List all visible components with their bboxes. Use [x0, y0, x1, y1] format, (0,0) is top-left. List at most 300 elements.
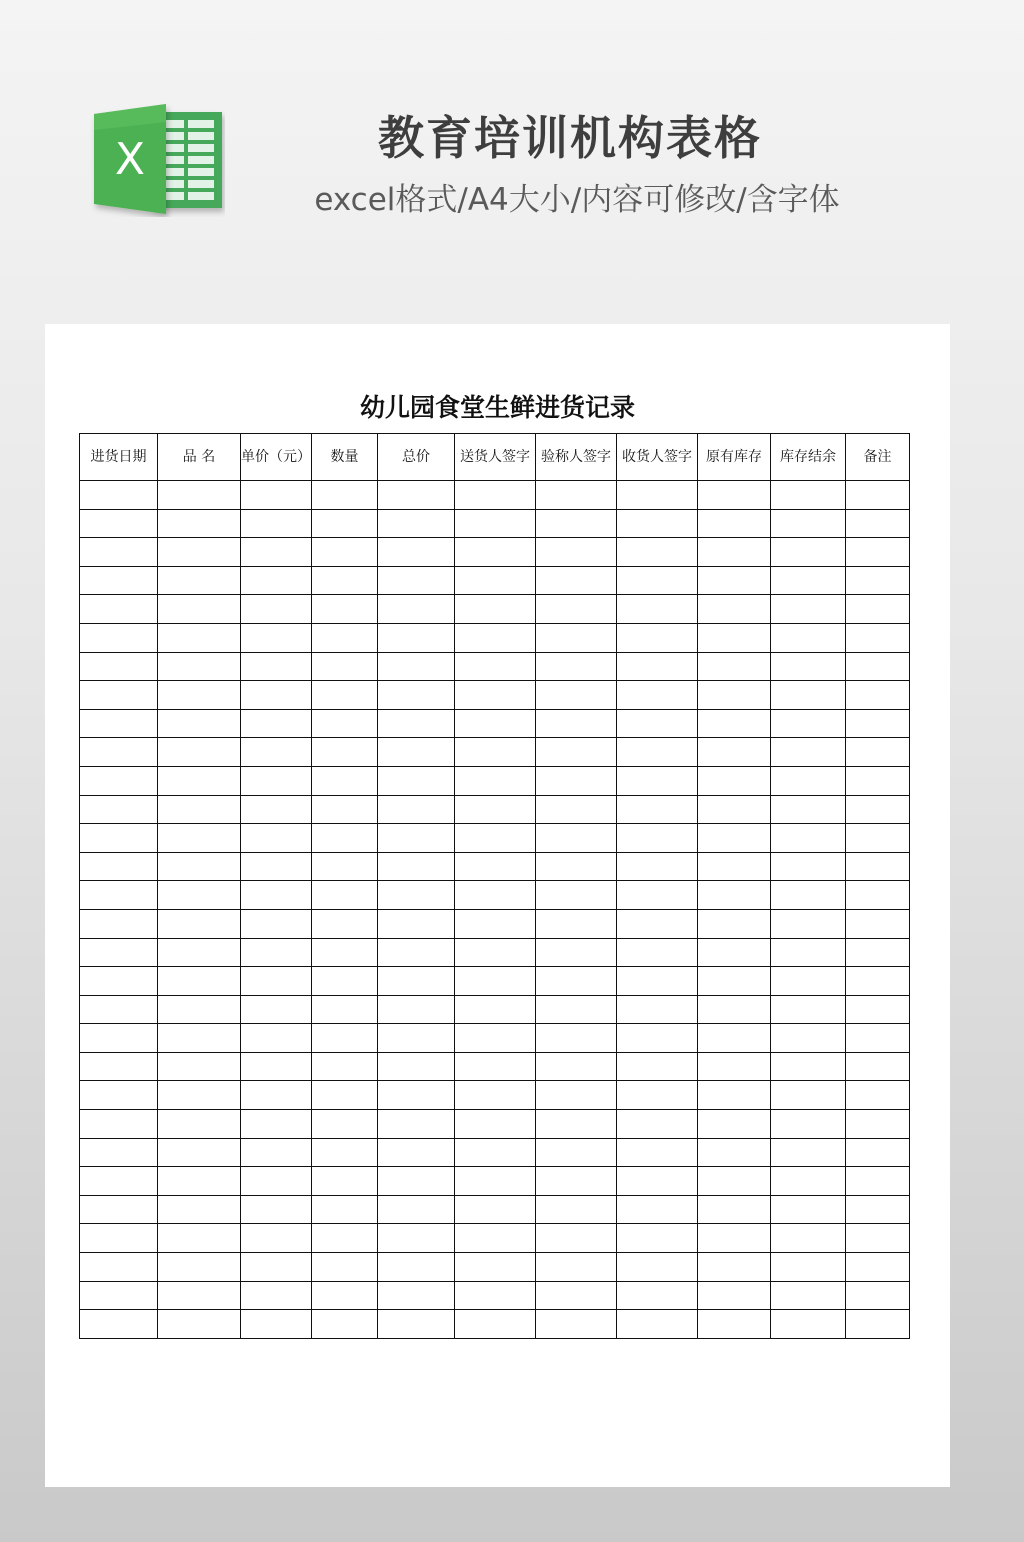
table-cell[interactable]	[378, 595, 455, 624]
table-cell[interactable]	[846, 1253, 910, 1282]
table-cell[interactable]	[241, 509, 312, 538]
table-cell[interactable]	[241, 967, 312, 996]
table-cell[interactable]	[378, 1110, 455, 1139]
table-cell[interactable]	[771, 481, 846, 510]
table-cell[interactable]	[698, 1310, 771, 1339]
table-cell[interactable]	[698, 738, 771, 767]
table-cell[interactable]	[455, 1310, 536, 1339]
table-cell[interactable]	[312, 967, 378, 996]
table-cell[interactable]	[312, 1281, 378, 1310]
table-cell[interactable]	[455, 566, 536, 595]
table-cell[interactable]	[771, 1224, 846, 1253]
table-cell[interactable]	[312, 1052, 378, 1081]
table-cell[interactable]	[536, 852, 617, 881]
table-cell[interactable]	[158, 681, 241, 710]
table-cell[interactable]	[158, 538, 241, 567]
table-cell[interactable]	[312, 481, 378, 510]
table-cell[interactable]	[158, 1024, 241, 1053]
table-cell[interactable]	[536, 1167, 617, 1196]
table-cell[interactable]	[80, 1310, 158, 1339]
table-cell[interactable]	[698, 481, 771, 510]
table-cell[interactable]	[378, 1224, 455, 1253]
table-cell[interactable]	[771, 995, 846, 1024]
table-cell[interactable]	[846, 538, 910, 567]
table-cell[interactable]	[617, 881, 698, 910]
table-cell[interactable]	[312, 1224, 378, 1253]
table-cell[interactable]	[846, 852, 910, 881]
table-cell[interactable]	[158, 881, 241, 910]
table-cell[interactable]	[80, 481, 158, 510]
table-cell[interactable]	[455, 1253, 536, 1282]
table-cell[interactable]	[241, 1024, 312, 1053]
table-cell[interactable]	[378, 1167, 455, 1196]
table-cell[interactable]	[158, 1081, 241, 1110]
table-cell[interactable]	[378, 538, 455, 567]
table-cell[interactable]	[378, 1024, 455, 1053]
table-cell[interactable]	[80, 967, 158, 996]
table-cell[interactable]	[80, 1195, 158, 1224]
table-cell[interactable]	[846, 681, 910, 710]
table-cell[interactable]	[536, 1052, 617, 1081]
table-cell[interactable]	[771, 681, 846, 710]
table-cell[interactable]	[241, 1195, 312, 1224]
table-cell[interactable]	[617, 1024, 698, 1053]
table-cell[interactable]	[80, 881, 158, 910]
table-cell[interactable]	[378, 967, 455, 996]
table-cell[interactable]	[378, 766, 455, 795]
table-cell[interactable]	[80, 795, 158, 824]
table-cell[interactable]	[312, 852, 378, 881]
table-cell[interactable]	[846, 995, 910, 1024]
table-cell[interactable]	[536, 1281, 617, 1310]
table-cell[interactable]	[312, 652, 378, 681]
table-cell[interactable]	[378, 909, 455, 938]
table-cell[interactable]	[617, 709, 698, 738]
table-cell[interactable]	[241, 766, 312, 795]
table-cell[interactable]	[241, 1253, 312, 1282]
table-cell[interactable]	[158, 738, 241, 767]
table-cell[interactable]	[698, 795, 771, 824]
table-cell[interactable]	[312, 1081, 378, 1110]
table-cell[interactable]	[698, 681, 771, 710]
table-cell[interactable]	[536, 623, 617, 652]
table-cell[interactable]	[80, 1167, 158, 1196]
table-cell[interactable]	[698, 1224, 771, 1253]
table-cell[interactable]	[846, 1224, 910, 1253]
table-cell[interactable]	[378, 738, 455, 767]
table-cell[interactable]	[771, 623, 846, 652]
table-cell[interactable]	[455, 652, 536, 681]
table-cell[interactable]	[698, 1110, 771, 1139]
table-cell[interactable]	[846, 1138, 910, 1167]
table-cell[interactable]	[241, 795, 312, 824]
table-cell[interactable]	[771, 1310, 846, 1339]
table-cell[interactable]	[846, 1110, 910, 1139]
table-cell[interactable]	[241, 1224, 312, 1253]
table-cell[interactable]	[771, 824, 846, 853]
table-cell[interactable]	[378, 1310, 455, 1339]
table-cell[interactable]	[378, 509, 455, 538]
table-cell[interactable]	[455, 938, 536, 967]
table-cell[interactable]	[312, 709, 378, 738]
table-cell[interactable]	[241, 1081, 312, 1110]
table-cell[interactable]	[698, 566, 771, 595]
table-cell[interactable]	[158, 938, 241, 967]
table-cell[interactable]	[455, 995, 536, 1024]
table-cell[interactable]	[455, 1081, 536, 1110]
table-cell[interactable]	[80, 1024, 158, 1053]
table-cell[interactable]	[846, 881, 910, 910]
table-cell[interactable]	[241, 652, 312, 681]
table-cell[interactable]	[378, 1081, 455, 1110]
table-cell[interactable]	[455, 623, 536, 652]
table-cell[interactable]	[536, 1253, 617, 1282]
table-cell[interactable]	[617, 795, 698, 824]
table-cell[interactable]	[378, 852, 455, 881]
table-cell[interactable]	[312, 1138, 378, 1167]
table-cell[interactable]	[378, 881, 455, 910]
table-cell[interactable]	[455, 967, 536, 996]
table-cell[interactable]	[455, 1195, 536, 1224]
table-cell[interactable]	[698, 1195, 771, 1224]
table-cell[interactable]	[846, 481, 910, 510]
table-cell[interactable]	[455, 795, 536, 824]
table-cell[interactable]	[455, 1024, 536, 1053]
table-cell[interactable]	[698, 766, 771, 795]
table-cell[interactable]	[158, 566, 241, 595]
table-cell[interactable]	[455, 909, 536, 938]
table-cell[interactable]	[241, 1052, 312, 1081]
table-cell[interactable]	[241, 1281, 312, 1310]
table-cell[interactable]	[80, 1253, 158, 1282]
table-cell[interactable]	[771, 1167, 846, 1196]
table-cell[interactable]	[698, 538, 771, 567]
table-cell[interactable]	[698, 623, 771, 652]
table-cell[interactable]	[846, 566, 910, 595]
table-cell[interactable]	[617, 623, 698, 652]
table-cell[interactable]	[158, 1138, 241, 1167]
table-cell[interactable]	[536, 709, 617, 738]
table-cell[interactable]	[536, 938, 617, 967]
table-cell[interactable]	[158, 652, 241, 681]
table-cell[interactable]	[80, 1081, 158, 1110]
table-cell[interactable]	[771, 1110, 846, 1139]
table-cell[interactable]	[241, 738, 312, 767]
table-cell[interactable]	[617, 1081, 698, 1110]
table-cell[interactable]	[312, 824, 378, 853]
table-cell[interactable]	[846, 909, 910, 938]
table-cell[interactable]	[241, 1310, 312, 1339]
table-cell[interactable]	[312, 1253, 378, 1282]
table-cell[interactable]	[158, 766, 241, 795]
table-cell[interactable]	[241, 938, 312, 967]
table-cell[interactable]	[617, 1281, 698, 1310]
table-cell[interactable]	[241, 481, 312, 510]
table-cell[interactable]	[455, 738, 536, 767]
table-cell[interactable]	[536, 1310, 617, 1339]
table-cell[interactable]	[241, 1167, 312, 1196]
table-cell[interactable]	[80, 709, 158, 738]
table-cell[interactable]	[312, 909, 378, 938]
table-cell[interactable]	[536, 1138, 617, 1167]
table-cell[interactable]	[846, 1195, 910, 1224]
table-cell[interactable]	[536, 795, 617, 824]
table-cell[interactable]	[241, 566, 312, 595]
table-cell[interactable]	[698, 1167, 771, 1196]
table-cell[interactable]	[698, 1138, 771, 1167]
table-cell[interactable]	[846, 795, 910, 824]
table-cell[interactable]	[158, 509, 241, 538]
table-cell[interactable]	[617, 652, 698, 681]
table-cell[interactable]	[771, 652, 846, 681]
table-cell[interactable]	[312, 738, 378, 767]
table-cell[interactable]	[80, 509, 158, 538]
table-cell[interactable]	[771, 738, 846, 767]
table-cell[interactable]	[771, 909, 846, 938]
table-cell[interactable]	[80, 1052, 158, 1081]
table-cell[interactable]	[846, 595, 910, 624]
table-cell[interactable]	[312, 795, 378, 824]
table-cell[interactable]	[158, 1281, 241, 1310]
table-cell[interactable]	[80, 652, 158, 681]
table-cell[interactable]	[158, 1195, 241, 1224]
table-cell[interactable]	[771, 538, 846, 567]
table-cell[interactable]	[617, 995, 698, 1024]
table-cell[interactable]	[617, 909, 698, 938]
table-cell[interactable]	[771, 938, 846, 967]
table-cell[interactable]	[617, 824, 698, 853]
table-cell[interactable]	[536, 1081, 617, 1110]
table-cell[interactable]	[617, 595, 698, 624]
table-cell[interactable]	[846, 1081, 910, 1110]
table-cell[interactable]	[617, 1310, 698, 1339]
table-cell[interactable]	[312, 766, 378, 795]
table-cell[interactable]	[378, 481, 455, 510]
table-cell[interactable]	[312, 881, 378, 910]
table-cell[interactable]	[455, 1052, 536, 1081]
table-cell[interactable]	[771, 795, 846, 824]
table-cell[interactable]	[378, 938, 455, 967]
table-cell[interactable]	[771, 1281, 846, 1310]
table-cell[interactable]	[846, 1310, 910, 1339]
table-cell[interactable]	[158, 1224, 241, 1253]
table-cell[interactable]	[771, 1081, 846, 1110]
table-cell[interactable]	[536, 1024, 617, 1053]
table-cell[interactable]	[846, 824, 910, 853]
table-cell[interactable]	[617, 1253, 698, 1282]
table-cell[interactable]	[455, 481, 536, 510]
table-cell[interactable]	[536, 566, 617, 595]
table-cell[interactable]	[771, 1052, 846, 1081]
table-cell[interactable]	[158, 967, 241, 996]
table-cell[interactable]	[617, 566, 698, 595]
table-cell[interactable]	[241, 623, 312, 652]
table-cell[interactable]	[771, 709, 846, 738]
table-cell[interactable]	[455, 1167, 536, 1196]
table-cell[interactable]	[80, 766, 158, 795]
table-cell[interactable]	[698, 1281, 771, 1310]
table-cell[interactable]	[80, 681, 158, 710]
table-cell[interactable]	[698, 824, 771, 853]
table-cell[interactable]	[378, 1138, 455, 1167]
table-cell[interactable]	[617, 967, 698, 996]
table-cell[interactable]	[771, 509, 846, 538]
table-cell[interactable]	[698, 1081, 771, 1110]
table-cell[interactable]	[536, 595, 617, 624]
table-cell[interactable]	[241, 824, 312, 853]
table-cell[interactable]	[536, 824, 617, 853]
table-cell[interactable]	[771, 1024, 846, 1053]
table-cell[interactable]	[241, 881, 312, 910]
table-cell[interactable]	[455, 881, 536, 910]
table-cell[interactable]	[241, 538, 312, 567]
table-cell[interactable]	[158, 481, 241, 510]
table-cell[interactable]	[536, 538, 617, 567]
table-cell[interactable]	[80, 995, 158, 1024]
table-cell[interactable]	[846, 766, 910, 795]
table-cell[interactable]	[698, 709, 771, 738]
table-cell[interactable]	[846, 738, 910, 767]
table-cell[interactable]	[241, 1138, 312, 1167]
table-cell[interactable]	[846, 938, 910, 967]
table-cell[interactable]	[455, 538, 536, 567]
table-cell[interactable]	[455, 681, 536, 710]
table-cell[interactable]	[771, 595, 846, 624]
table-cell[interactable]	[312, 1195, 378, 1224]
table-cell[interactable]	[241, 709, 312, 738]
table-cell[interactable]	[698, 595, 771, 624]
table-cell[interactable]	[846, 623, 910, 652]
table-cell[interactable]	[158, 824, 241, 853]
table-cell[interactable]	[80, 938, 158, 967]
table-cell[interactable]	[312, 595, 378, 624]
table-cell[interactable]	[846, 509, 910, 538]
table-cell[interactable]	[158, 909, 241, 938]
table-cell[interactable]	[536, 766, 617, 795]
table-cell[interactable]	[80, 538, 158, 567]
table-cell[interactable]	[312, 938, 378, 967]
table-cell[interactable]	[846, 709, 910, 738]
table-cell[interactable]	[536, 652, 617, 681]
table-cell[interactable]	[455, 766, 536, 795]
table-cell[interactable]	[846, 1167, 910, 1196]
table-cell[interactable]	[378, 1281, 455, 1310]
table-cell[interactable]	[80, 1224, 158, 1253]
table-cell[interactable]	[617, 509, 698, 538]
table-cell[interactable]	[80, 623, 158, 652]
table-cell[interactable]	[455, 509, 536, 538]
table-cell[interactable]	[617, 1224, 698, 1253]
table-cell[interactable]	[536, 1110, 617, 1139]
table-cell[interactable]	[455, 1138, 536, 1167]
table-cell[interactable]	[771, 881, 846, 910]
table-cell[interactable]	[378, 1195, 455, 1224]
table-cell[interactable]	[698, 1024, 771, 1053]
table-cell[interactable]	[698, 852, 771, 881]
table-cell[interactable]	[617, 681, 698, 710]
table-cell[interactable]	[158, 1110, 241, 1139]
table-cell[interactable]	[158, 1167, 241, 1196]
table-cell[interactable]	[536, 1195, 617, 1224]
table-cell[interactable]	[80, 909, 158, 938]
table-cell[interactable]	[617, 1052, 698, 1081]
table-cell[interactable]	[455, 1281, 536, 1310]
table-cell[interactable]	[536, 509, 617, 538]
table-cell[interactable]	[846, 1052, 910, 1081]
table-cell[interactable]	[536, 1224, 617, 1253]
table-cell[interactable]	[771, 566, 846, 595]
table-cell[interactable]	[312, 1024, 378, 1053]
table-cell[interactable]	[698, 1253, 771, 1282]
table-cell[interactable]	[241, 681, 312, 710]
table-cell[interactable]	[158, 852, 241, 881]
table-cell[interactable]	[158, 709, 241, 738]
table-cell[interactable]	[312, 566, 378, 595]
table-cell[interactable]	[80, 1138, 158, 1167]
table-cell[interactable]	[846, 1281, 910, 1310]
table-cell[interactable]	[158, 595, 241, 624]
table-cell[interactable]	[158, 1052, 241, 1081]
table-cell[interactable]	[617, 938, 698, 967]
table-cell[interactable]	[158, 995, 241, 1024]
table-cell[interactable]	[536, 738, 617, 767]
table-cell[interactable]	[241, 995, 312, 1024]
table-cell[interactable]	[312, 681, 378, 710]
table-cell[interactable]	[698, 881, 771, 910]
table-cell[interactable]	[617, 852, 698, 881]
table-cell[interactable]	[455, 852, 536, 881]
table-cell[interactable]	[455, 709, 536, 738]
table-cell[interactable]	[378, 795, 455, 824]
table-cell[interactable]	[241, 852, 312, 881]
table-cell[interactable]	[617, 766, 698, 795]
table-cell[interactable]	[698, 509, 771, 538]
table-cell[interactable]	[771, 852, 846, 881]
table-cell[interactable]	[378, 566, 455, 595]
table-cell[interactable]	[536, 995, 617, 1024]
table-cell[interactable]	[617, 538, 698, 567]
table-cell[interactable]	[378, 681, 455, 710]
table-cell[interactable]	[771, 967, 846, 996]
table-cell[interactable]	[771, 766, 846, 795]
table-cell[interactable]	[80, 566, 158, 595]
table-cell[interactable]	[536, 967, 617, 996]
table-cell[interactable]	[80, 1110, 158, 1139]
table-cell[interactable]	[617, 1167, 698, 1196]
table-cell[interactable]	[241, 909, 312, 938]
table-cell[interactable]	[698, 995, 771, 1024]
table-cell[interactable]	[617, 1110, 698, 1139]
table-cell[interactable]	[241, 595, 312, 624]
table-cell[interactable]	[378, 709, 455, 738]
table-cell[interactable]	[536, 481, 617, 510]
table-cell[interactable]	[846, 1024, 910, 1053]
table-cell[interactable]	[80, 852, 158, 881]
table-cell[interactable]	[617, 738, 698, 767]
table-cell[interactable]	[771, 1253, 846, 1282]
table-cell[interactable]	[378, 623, 455, 652]
table-cell[interactable]	[312, 538, 378, 567]
table-cell[interactable]	[378, 824, 455, 853]
table-cell[interactable]	[312, 623, 378, 652]
table-cell[interactable]	[536, 881, 617, 910]
table-cell[interactable]	[80, 738, 158, 767]
table-cell[interactable]	[617, 481, 698, 510]
table-cell[interactable]	[698, 909, 771, 938]
table-cell[interactable]	[80, 595, 158, 624]
table-cell[interactable]	[617, 1138, 698, 1167]
table-cell[interactable]	[158, 795, 241, 824]
